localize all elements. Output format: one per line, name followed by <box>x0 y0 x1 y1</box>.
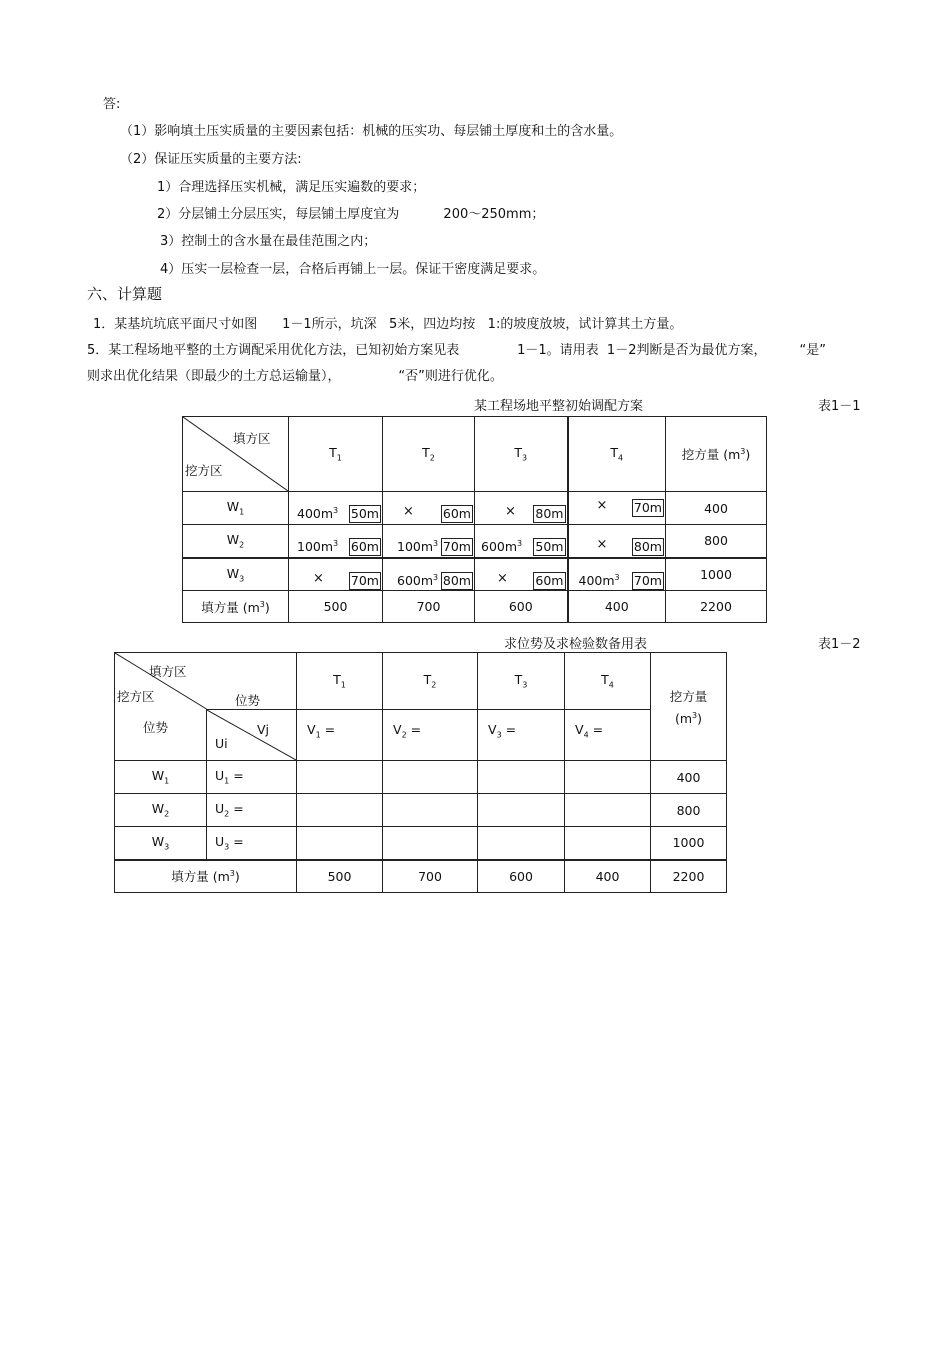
table-row <box>183 492 767 525</box>
table2 <box>114 652 727 893</box>
question-1: 1．某基坑坑底平面尺寸如图 1－1所示，坑深 5米，四边均按 1:的坡度放坡，试计算其土方量。 <box>93 317 683 332</box>
table1-col-t4: $T_4$ <box>568 417 666 492</box>
method-2-range: 200～250mm； <box>443 207 545 222</box>
table1-cell: × 70m <box>568 492 666 525</box>
table2-ui: Ui <box>215 736 228 751</box>
table1-fill-t2: 700 <box>383 591 475 623</box>
table2-vj: Vj <box>257 722 270 737</box>
table1-corner <box>183 417 289 492</box>
table2-row-w1: $W_1$ <box>115 761 207 794</box>
table1-col-t2: $T_2$ <box>383 417 475 492</box>
question-5-line-1: 5．某工程场地平整的土方调配采用优化方法，已知初始方案见表 1－1。请用表 1－2判断是否为最优方案， “是” <box>87 343 827 358</box>
table2-empty-cell[interactable] <box>565 761 651 794</box>
table1-col-dig: 挖方量 $(m^3)$ <box>666 417 767 492</box>
table2-col-t1: $T_1$ <box>297 653 383 710</box>
table1 <box>182 416 767 623</box>
table2-empty-cell[interactable] <box>383 794 478 827</box>
table-row <box>183 525 767 558</box>
answer-item-1: （1）影响填土压实质量的主要因素包括：机械的压实功、每层铺土厚度和土的含水量。 <box>120 124 623 139</box>
table2-col-dig <box>651 653 727 761</box>
table1-fill-t4: 400 <box>568 591 666 623</box>
table1-cell: $100m^3$ 70m <box>383 525 475 558</box>
table-row <box>115 827 727 860</box>
table2-fill-t4: 400 <box>565 860 651 893</box>
section-title: 六、计算题 <box>87 285 163 303</box>
table-row <box>115 761 727 794</box>
table1-row-w3: $W_3$ <box>183 558 289 591</box>
table2-empty-cell[interactable] <box>565 827 651 860</box>
table2-col-t3: $T_3$ <box>478 653 565 710</box>
table1-cell: $100m^3$ 60m <box>289 525 383 558</box>
table1-cell: $600m^3$ 50m <box>475 525 568 558</box>
table2-empty-cell[interactable] <box>383 761 478 794</box>
table1-number: 表1－1 <box>818 399 861 414</box>
table2-number: 表1－2 <box>818 637 861 652</box>
answer-item-2: （2）保证压实质量的主要方法: <box>120 152 302 167</box>
table1-title: 某工程场地平整初始调配方案 <box>474 399 644 414</box>
table2-empty-cell[interactable] <box>297 827 383 860</box>
table2-empty-cell[interactable] <box>565 794 651 827</box>
table2-empty-cell[interactable] <box>297 761 383 794</box>
table2-vj-ui <box>207 710 297 761</box>
table2-corner-dig: 挖方区 <box>117 689 155 704</box>
table-row <box>183 558 767 591</box>
table1-corner-dig: 挖方区 <box>185 463 223 478</box>
table2-title: 求位势及求检验数备用表 <box>504 637 648 652</box>
table2-potential-header: 位势 <box>235 693 261 708</box>
table2-v3: $V_3$ = <box>478 710 565 761</box>
table2-v2: $V_2$ = <box>383 710 478 761</box>
table1-dig-w3: 1000 <box>666 558 767 591</box>
table2-u2: $U_2$ = <box>207 794 297 827</box>
method-4: 4）压实一层检查一层，合格后再铺上一层。保证干密度满足要求。 <box>160 262 546 277</box>
table2-col-t4: $T_4$ <box>565 653 651 710</box>
table2-dig-w1: 400 <box>651 761 727 794</box>
table1-dig-w1: 400 <box>666 492 767 525</box>
table1-corner-fill: 填方区 <box>233 431 271 446</box>
table1-cell: × 80m <box>475 492 568 525</box>
table2-empty-cell[interactable] <box>297 794 383 827</box>
table1-cell: × 80m <box>568 525 666 558</box>
table1-cell: × 70m <box>289 558 383 591</box>
table1-col-t3: $T_3$ <box>475 417 568 492</box>
table1-fill-t1: 500 <box>289 591 383 623</box>
table2-fill-t2: 700 <box>383 860 478 893</box>
table2-empty-cell[interactable] <box>478 827 565 860</box>
table2-fill-t1: 500 <box>297 860 383 893</box>
table1-col-t1: $T_1$ <box>289 417 383 492</box>
table1-cell: $600m^3$ 80m <box>383 558 475 591</box>
table2-potential-label: 位势 <box>115 710 207 761</box>
table1-cell: $400m^3$ 50m <box>289 492 383 525</box>
table2-row-w3: $W_3$ <box>115 827 207 860</box>
table2-dig-unit: $(m^3)$ <box>674 711 703 727</box>
table1-dig-w2: 800 <box>666 525 767 558</box>
table2-dig-header: 挖方量 <box>669 689 708 704</box>
method-2 <box>157 207 544 223</box>
method-3: 3）控制土的含水量在最佳范围之内； <box>160 234 377 249</box>
table2-empty-cell[interactable] <box>478 761 565 794</box>
table2-fill-label: 填方量 $(m^3)$ <box>115 860 297 893</box>
table2-col-t2: $T_2$ <box>383 653 478 710</box>
table1-cell: × 60m <box>383 492 475 525</box>
table2-dig-w2: 800 <box>651 794 727 827</box>
table2-dig-w3: 1000 <box>651 827 727 860</box>
method-1: 1）合理选择压实机械，满足压实遍数的要求； <box>157 180 426 195</box>
table2-fill-total: 2200 <box>651 860 727 893</box>
method-2-text: 2）分层铺土分层压实，每层铺土厚度宜为 <box>157 207 400 222</box>
table1-fill-t3: 600 <box>475 591 568 623</box>
table2-fill-t3: 600 <box>478 860 565 893</box>
table-row <box>115 794 727 827</box>
table2-u1: $U_1$ = <box>207 761 297 794</box>
table1-fill-label: 填方量 $(m^3)$ <box>183 591 289 623</box>
table2-u3: $U_3$ = <box>207 827 297 860</box>
table1-fill-total: 2200 <box>666 591 767 623</box>
table1-row-w2: $W_2$ <box>183 525 289 558</box>
answer-label: 答: <box>103 97 121 112</box>
table2-v1: $V_1$ = <box>297 710 383 761</box>
table1-row-w1: $W_1$ <box>183 492 289 525</box>
table2-v4: $V_4$ = <box>565 710 651 761</box>
table2-empty-cell[interactable] <box>478 794 565 827</box>
table2-corner-fill: 填方区 <box>149 664 187 679</box>
table2-empty-cell[interactable] <box>383 827 478 860</box>
table2-corner <box>115 653 297 710</box>
table1-cell: × 60m <box>475 558 568 591</box>
question-5-line-2: 则求出优化结果（即最少的土方总运输量）， “否”则进行优化。 <box>87 369 503 384</box>
table2-row-w2: $W_2$ <box>115 794 207 827</box>
table1-cell: $400m^3$ 70m <box>568 558 666 591</box>
